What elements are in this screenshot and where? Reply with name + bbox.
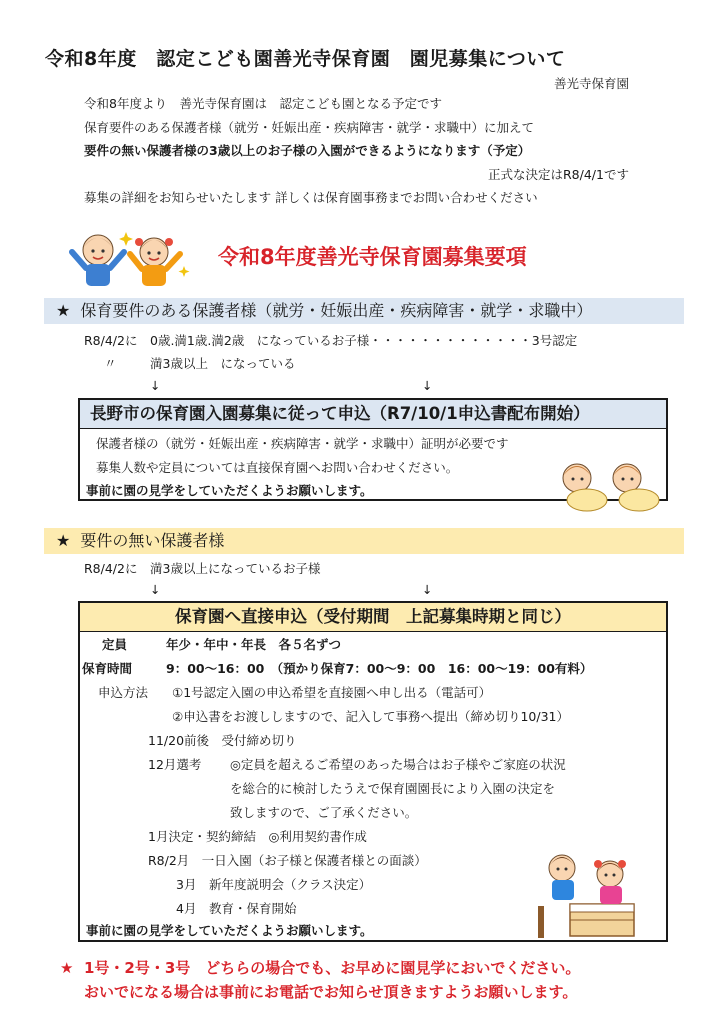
- arrow-down-icon: ↓: [422, 582, 433, 597]
- march-step: 3月 新年度説明会（クラス決定）: [176, 877, 372, 892]
- arrow-down-icon: ↓: [422, 378, 433, 393]
- section2-box-title: 保育園へ直接申込（受付期間 上記募集時期と同じ）: [80, 603, 666, 632]
- intro-line-4: 正式な決定はR8/4/1です: [488, 167, 629, 182]
- ditto-mark: 〃: [104, 356, 117, 371]
- star-icon: ★: [56, 531, 71, 550]
- january-step: 1月決定・契約締結 ◎利用契約書作成: [148, 829, 367, 844]
- babies-crawling-illustration: [555, 456, 663, 518]
- deadline: 11/20前後 受付締め切り: [148, 733, 297, 748]
- section2-visit-note: 事前に園の見学をしていただくようお願いします。: [86, 923, 373, 938]
- intro-line-1: 令和8年度より 善光寺保育園は 認定こども園となる予定です: [84, 96, 442, 111]
- children-vaulting-box-illustration: [530, 846, 650, 940]
- selection-line-1: ◎定員を超えるご希望のあった場合はお子様やご家庭の状況: [230, 757, 566, 772]
- section1-box-title: 長野市の保育園入園募集に従って申込（R7/10/1申込書配布開始）: [80, 400, 666, 429]
- arrow-down-icon: ↓: [150, 378, 161, 393]
- girl-figure: [130, 238, 180, 286]
- intro-line-2: 保育要件のある保護者様（就労・妊娠出産・疾病障害・就学・求職中）に加えて: [84, 120, 535, 135]
- section1-band: [44, 298, 684, 324]
- section2-band: [44, 528, 684, 554]
- hours-label: 保育時間: [82, 661, 133, 676]
- selection-line-3: 致しますので、ご了承ください。: [230, 805, 418, 820]
- capacity-label: 定員: [102, 637, 128, 652]
- section1-row1-text: 0歳.満1歳.満2歳 になっているお子様・・・・・・・・・・・・・3号認定: [150, 333, 578, 348]
- intro-line-5: 募集の詳細をお知らせいたします 詳しくは保育園事務までお問い合わせください: [84, 190, 538, 205]
- intro-line-3: 要件の無い保護者様の3歳以上のお子様の入園ができるようになります（予定）: [84, 143, 531, 158]
- selection-line-2: を総合的に検討したうえで保育園園長により入園の決定を: [230, 781, 556, 796]
- section1-box-line1: 保護者様の（就労・妊娠出産・疾病障害・就学・求職中）証明が必要です: [96, 436, 509, 451]
- children-cheering-illustration: [68, 226, 192, 288]
- section1-row1-prefix: R8/4/2に: [84, 333, 138, 348]
- arrow-down-icon: ↓: [150, 582, 161, 597]
- footer-line-2: おいでになる場合は事前にお電話でお知らせ頂きますようお願いします。: [84, 983, 578, 1001]
- section2-band-label: 要件の無い保護者様: [80, 531, 225, 550]
- april-step: 4月 教育・保育開始: [176, 901, 297, 916]
- hours-value: 9：00〜16：00 （預かり保育7：00〜9：00 16：00〜19：00有料）: [166, 661, 593, 676]
- section1-box-line3: 事前に園の見学をしていただくようお願いします。: [86, 483, 373, 498]
- apply-step-2: ②申込書をお渡ししますので、記入して事務へ提出（締め切り10/31）: [172, 709, 569, 724]
- section2-row1-prefix: R8/4/2に: [84, 561, 138, 576]
- selection-label: 12月選考: [148, 757, 202, 772]
- star-icon: ★: [56, 301, 71, 320]
- main-heading: 令和8年度善光寺保育園募集要項: [218, 245, 527, 269]
- boy-figure: [72, 235, 124, 286]
- footer-star-icon: ★: [60, 959, 74, 977]
- section1-row2-text: 満3歳以上 になっている: [150, 356, 296, 371]
- february-step: R8/2月 一日入園（お子様と保護者様との面談）: [148, 853, 427, 868]
- footer-line-1: 1号・2号・3号 どちらの場合でも、お早めに園見学においでください。: [84, 959, 581, 977]
- section1-box-line2: 募集人数や定員については直接保育園へお問い合わせください。: [96, 460, 459, 475]
- capacity-value: 年少・年中・年長 各５名ずつ: [166, 637, 342, 652]
- apply-label: 申込方法: [98, 685, 149, 700]
- issuer-name: 善光寺保育園: [554, 76, 630, 91]
- section2-row1-text: 満3歳以上になっているお子様: [150, 561, 321, 576]
- apply-step-1: ①1号認定入園の申込希望を直接園へ申し出る（電話可）: [172, 685, 492, 700]
- section1-band-label: 保育要件のある保護者様（就労・妊娠出産・疾病障害・就学・求職中）: [80, 301, 593, 320]
- page-title: 令和8年度 認定こども園善光寺保育園 園児募集について: [45, 48, 566, 70]
